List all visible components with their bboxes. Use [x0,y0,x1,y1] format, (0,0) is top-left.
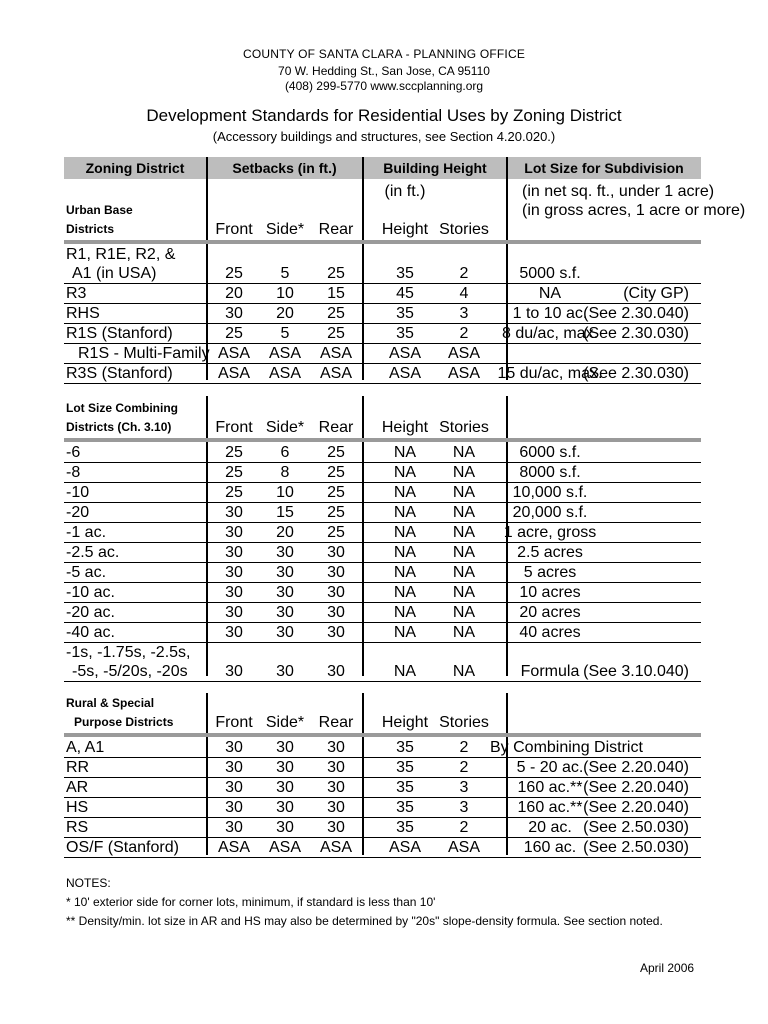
value-side: 30 [276,779,294,796]
district-name: AR [66,779,89,796]
district-name: -20 [66,504,90,521]
page-subtitle: (Accessory buildings and structures, see Section 4.20.020.) [212,129,556,144]
value-stories: 2 [459,739,469,756]
district-name: R3S (Stanford) [66,365,173,382]
table-row [64,463,701,483]
table-row [64,798,701,818]
value-rear: 25 [327,524,345,541]
col-header-lot-size: Lot Size for Subdivision [524,160,684,176]
lot-size: 160 ac.** [517,779,583,796]
value-stories: NA [452,544,476,561]
value-stories: 2 [459,265,469,282]
value-height: NA [393,584,417,601]
value-stories: 2 [459,759,469,776]
value-height: NA [393,484,417,501]
value-stories: ASA [447,345,480,362]
column-label-rear: Rear [318,221,354,238]
lot-size: NA [538,285,562,302]
lot-size: 40 acres [519,624,581,641]
lot-size: 2.5 acres [517,544,583,561]
section-reference: (See 2.30.040) [583,305,689,322]
value-rear: ASA [319,365,352,382]
col-header-setbacks: Setbacks (in ft.) [232,160,337,176]
section-reference: (See 2.20.040) [583,799,689,816]
column-label-side: Side* [265,714,305,731]
table-row [64,738,701,758]
column-label-rear: Rear [318,419,354,436]
table-row [64,364,701,384]
value-rear: 25 [327,484,345,501]
value-rear: 30 [327,604,345,621]
value-side: 30 [276,564,294,581]
value-rear: 25 [327,504,345,521]
office-name: COUNTY OF SANTA CLARA - PLANNING OFFICE [242,47,526,61]
table-row [64,758,701,778]
section-label-2: Districts [66,222,115,236]
value-stories: NA [452,444,476,461]
table-row [64,603,701,623]
value-rear: ASA [319,345,352,362]
district-name: RHS [66,305,100,322]
district-name: RR [66,759,90,776]
value-height: NA [393,464,417,481]
office-address: 70 W. Hedding St., San Jose, CA 95110 [278,64,490,78]
lot-size: 6000 s.f. [519,444,581,461]
value-height: 35 [396,265,414,282]
value-front: 20 [225,285,243,302]
district-name: A1 (in USA) [72,265,157,282]
value-stories: NA [452,484,476,501]
value-front: 30 [225,504,243,521]
value-front: 30 [225,544,243,561]
section-reference: (See 2.50.030) [583,819,689,836]
value-rear: 30 [327,663,345,680]
value-side: ASA [268,365,301,382]
district-name: R1, R1E, R2, & [66,246,176,263]
column-label-stories: Stories [439,714,489,731]
table-row [64,344,701,364]
note-2: ** Density/min. lot size in AR and HS may also be determined by "20s" slope-density formula. See section noted. [66,914,663,928]
value-side: 30 [276,544,294,561]
section-label: Urban Base [66,203,133,217]
lot-size: 8000 s.f. [519,464,581,481]
lot-size: 5 acres [523,564,577,581]
district-name: -1s, -1.75s, -2.5s, [66,644,191,661]
value-height: 35 [396,819,414,836]
column-label-height: Height [381,221,429,238]
value-front: ASA [217,839,250,856]
table-row [64,483,701,503]
value-height: 35 [396,799,414,816]
section-column-labels [64,418,701,437]
value-rear: 30 [327,564,345,581]
column-label-front: Front [215,419,253,436]
value-front: 30 [225,799,243,816]
office-phone: (408) 299-5770 www.sccplanning.org [284,79,484,93]
value-height: ASA [388,345,421,362]
district-name: R1S (Stanford) [66,325,173,342]
value-stories: NA [452,564,476,581]
section-reference: (City GP) [623,285,689,302]
value-side: 6 [280,444,290,461]
column-label-front: Front [215,714,253,731]
value-rear: 30 [327,739,345,756]
value-rear: 30 [327,624,345,641]
value-stories: NA [452,524,476,541]
lot-size: 5000 s.f. [519,265,581,282]
value-stories: NA [452,604,476,621]
value-height: 45 [396,285,414,302]
value-side: ASA [268,345,301,362]
note-1: * 10' exterior side for corner lots, minimum, if standard is less than 10' [66,895,436,909]
value-front: 25 [225,464,243,481]
value-side: ASA [268,839,301,856]
value-height: NA [393,604,417,621]
value-height: NA [393,544,417,561]
section-label-row [64,694,701,713]
lot-size: 8 du/ac, max. [501,325,599,342]
value-height: 35 [396,305,414,322]
column-label-height: Height [381,419,429,436]
section-reference: (See 2.30.030) [583,365,689,382]
value-front: 25 [225,444,243,461]
value-rear: 30 [327,544,345,561]
value-side: 30 [276,624,294,641]
value-height: NA [393,564,417,581]
district-name: -1 ac. [66,524,107,541]
value-stories: 4 [459,285,469,302]
table-row [64,443,701,463]
value-height: 35 [396,759,414,776]
section-reference: (See 2.20.040) [583,779,689,796]
value-front: 30 [225,305,243,322]
value-height: NA [393,444,417,461]
value-stories: NA [452,584,476,601]
value-rear: 25 [327,464,345,481]
section-label: Rural & Special [66,696,155,710]
table-row [64,523,701,543]
value-side: 30 [276,584,294,601]
section-reference: (See 2.50.030) [583,839,689,856]
value-front: ASA [217,345,250,362]
value-side: 30 [276,819,294,836]
value-rear: 25 [327,444,345,461]
value-height: 35 [396,325,414,342]
lot-note-gross: (in gross acres, 1 acre or more) [522,202,746,219]
page-title: Development Standards for Residential Uses by Zoning District [146,106,622,125]
section-label-2: Purpose Districts [74,715,174,729]
value-side: 30 [276,739,294,756]
notes-title: NOTES: [66,876,111,890]
table-row [64,304,701,324]
district-name: RS [66,819,89,836]
district-name: A, A1 [66,739,105,756]
value-rear: 25 [327,325,345,342]
value-stories: ASA [447,839,480,856]
value-stories: ASA [447,365,480,382]
lot-size: 20,000 s.f. [512,504,588,521]
lot-size: 10 acres [519,584,581,601]
value-front: 30 [225,584,243,601]
value-stories: 2 [459,325,469,342]
table-row [64,324,701,344]
district-name: -2.5 ac. [66,544,120,561]
sub-header-row [64,182,715,201]
value-rear: ASA [319,839,352,856]
lot-size: 160 ac.** [517,799,583,816]
lot-size: 160 ac. [523,839,577,856]
section-label: Lot Size Combining [66,401,178,415]
lot-size: 5 - 20 ac. [516,759,584,776]
value-height: ASA [388,839,421,856]
lot-size: 20 ac. [528,819,572,836]
table-row [64,503,701,523]
column-label-front: Front [215,221,253,238]
table-row [64,284,701,304]
height-unit-label: (in ft.) [384,183,426,200]
district-name: -5 ac. [66,564,107,581]
section-divider [64,438,701,442]
value-side: 30 [276,604,294,621]
table-row [64,838,701,858]
sub-header-row-2 [64,201,746,220]
table-header-row [64,157,701,179]
value-side: 30 [276,799,294,816]
value-front: 30 [225,564,243,581]
value-rear: 30 [327,819,345,836]
value-front: 30 [225,624,243,641]
value-side: 20 [276,305,294,322]
table-row [64,778,701,798]
value-front: 30 [225,819,243,836]
standards-table [64,157,701,179]
district-name: R1S - Multi-Family [78,345,210,362]
table-row [64,662,701,682]
column-label-side: Side* [265,221,305,238]
table-row [64,583,701,603]
district-name: OS/F (Stanford) [66,839,179,856]
value-stories: NA [452,663,476,680]
value-rear: 25 [327,265,345,282]
value-side: 10 [276,285,294,302]
value-rear: 15 [327,285,345,302]
district-name: -40 ac. [66,624,115,641]
section-reference: (See 2.30.030) [583,325,689,342]
value-rear: 30 [327,584,345,601]
value-front: ASA [217,365,250,382]
table-row [64,264,701,284]
value-rear: 25 [327,305,345,322]
district-name: -20 ac. [66,604,115,621]
value-front: 30 [225,524,243,541]
district-name: -8 [66,464,81,481]
value-rear: 30 [327,759,345,776]
lot-size: By Combining District [490,739,643,756]
lot-size: 1 acre, gross [503,524,597,541]
footer-date: April 2006 [640,961,695,975]
table-row [64,563,701,583]
section-column-labels [64,713,701,732]
value-stories: 2 [459,819,469,836]
lot-note-net: (in net sq. ft., under 1 acre) [522,183,715,200]
table-row [64,543,701,563]
lot-size: 10,000 s.f. [512,484,588,501]
section-column-labels [64,220,701,239]
value-stories: 3 [459,779,469,796]
lot-size: 1 to 10 ac. [512,305,588,322]
value-side: 10 [276,484,294,501]
lot-size: Formula [520,663,580,680]
value-side: 30 [276,759,294,776]
column-label-stories: Stories [439,221,489,238]
value-front: 30 [225,779,243,796]
table-row [64,623,701,643]
section-divider [64,240,701,244]
lot-size: 20 acres [519,604,581,621]
value-side: 30 [276,663,294,680]
value-height: NA [393,624,417,641]
col-header-height: Building Height [383,160,487,176]
district-name: -10 ac. [66,584,115,601]
column-label-rear: Rear [318,714,354,731]
value-front: 25 [225,325,243,342]
district-name: -5s, -5/20s, -20s [72,663,188,680]
value-stories: 3 [459,305,469,322]
value-front: 25 [225,484,243,501]
value-side: 5 [280,325,290,342]
value-height: NA [393,524,417,541]
value-height: NA [393,504,417,521]
value-side: 8 [280,464,290,481]
section-reference: (See 3.10.040) [583,663,689,680]
district-name: R3 [66,285,87,302]
value-front: 30 [225,759,243,776]
value-height: NA [393,663,417,680]
value-stories: NA [452,504,476,521]
section-divider [64,733,701,737]
value-front: 30 [225,663,243,680]
section-label-2: Districts (Ch. 3.10) [66,420,172,434]
col-header-zoning: Zoning District [85,160,185,176]
value-front: 30 [225,739,243,756]
district-name: -6 [66,444,81,461]
column-label-side: Side* [265,419,305,436]
value-height: 35 [396,779,414,796]
value-side: 15 [276,504,294,521]
table-row [64,245,701,264]
value-stories: NA [452,464,476,481]
table-row [64,643,701,662]
value-side: 5 [280,265,290,282]
value-front: 25 [225,265,243,282]
value-stories: 3 [459,799,469,816]
value-side: 20 [276,524,294,541]
district-name: HS [66,799,89,816]
district-name: -10 [66,484,90,501]
table-row [64,818,701,838]
value-height: 35 [396,739,414,756]
value-rear: 30 [327,779,345,796]
column-label-stories: Stories [439,419,489,436]
section-reference: (See 2.20.040) [583,759,689,776]
value-stories: NA [452,624,476,641]
value-rear: 30 [327,799,345,816]
column-label-height: Height [381,714,429,731]
lot-size: 15 du/ac, max. [497,365,603,382]
section-label-row [64,399,701,418]
value-height: ASA [388,365,421,382]
value-front: 30 [225,604,243,621]
